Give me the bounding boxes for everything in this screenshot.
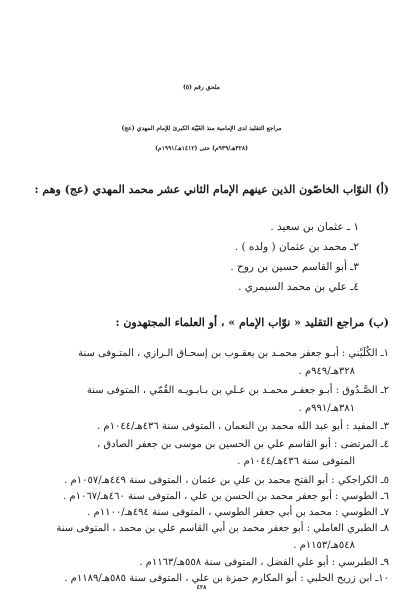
deputy-item: ٢ـ محمد بن عثمان ( ولده ) . — [234, 241, 359, 253]
marja-item-cont: ٣٢٨هـ/٩٤٩م . — [298, 366, 355, 377]
marja-item: ٨ـ الطبري العاملي : أبو جعفر محمد بن أبي القاسم علي بن محمد ، المتوفى سنة — [56, 523, 389, 534]
marja-item-cont: ٣٨١هـ/٩٩١م . — [298, 403, 355, 414]
deputy-item: ١ ـ عثمان بن سعيد . — [270, 221, 359, 233]
deputy-item: ٣ـ أبو القاسم حسين بن روح . — [230, 261, 359, 273]
appendix-title: ملحق رقم (٥) — [183, 84, 220, 91]
marja-item-cont: المتوفى سنة ٤٣٦هـ/١٠٤٤م . — [237, 456, 355, 467]
marja-item: ٤ـ المرتضى : أبو القاسم علي بن الحسين بن موسى بن جعفر الصادق ، — [96, 439, 389, 450]
marja-item: ١٠ـ ابن زريح الحلبي : أبو المكارم حمزة بن علي ، المتوفى سنة ٥٨٥هـ/١١٨٩م . — [64, 573, 389, 584]
section-a-heading: (أ) النوّاب الخاصّون الذين عينهم الإمام الثاني عشر محمد المهدي (عج) وهم : — [34, 183, 389, 196]
deputy-item: ٤ـ علي بن محمد السيمري . — [238, 281, 359, 293]
page-number: ٤٢٨ — [196, 584, 207, 591]
marja-item-cont: ٥٤٨هـ/١١٥٣م . — [293, 540, 355, 551]
marja-item: ٣ـ المفيد : أبو عبد الله محمد بن النعمان ، المتوفى سنة ٤٣٦هـ/١٠٤٤م . — [97, 421, 389, 432]
document-title-line2: (٣٢٨هـ/٩٣٩م) حتى (١٤١٢هـ/١٩٩١م) — [155, 145, 248, 152]
marja-item: ٧ـ الطوسي : محمد بن أبي جعفر الطوسي ، المتوفى سنة ٤٩٤هـ/١١٠٠م . — [87, 507, 389, 518]
marja-item: ١ـ الكُلَيْني : أبـو جعفر محمـد بن يعقـوب بن إسحـاق الـرازي ، المتـوفى سنة — [78, 348, 389, 359]
marja-item: ٦ـ الطوسي : أبو جعفر محمد بن الحسن بن علي ، المتوفى سنة ٤٦٠هـ/١٠٦٧م . — [63, 491, 389, 502]
document-title-line1: مراجع التقليد لدى الإمامية منذ الغَيْبَة الكبرىٰ للإمام المهدي (عج) — [121, 125, 282, 132]
section-b-heading: (ب) مراجع التقليد « نوّاب الإمام » ، أو العلماء المجتهدون : — [115, 316, 389, 329]
marja-item: ٢ـ الصَّـدُوق : أبـو جعفـر محمـد بن عـلي بن بـابـويـه القُمّي ، المتوفى سنة — [86, 385, 389, 396]
marja-item: ٥ـ الكراجكي : أبو الفتح محمد بن علي بن عثمان ، المتوفى سنة ٤٤٩هـ/١٠٥٧م . — [64, 475, 389, 486]
marja-item: ٩ـ الطبرسي : أبو علي الفضل ، المتوفى سنة ٥٥٨هـ/١١٦٣م . — [139, 557, 389, 568]
